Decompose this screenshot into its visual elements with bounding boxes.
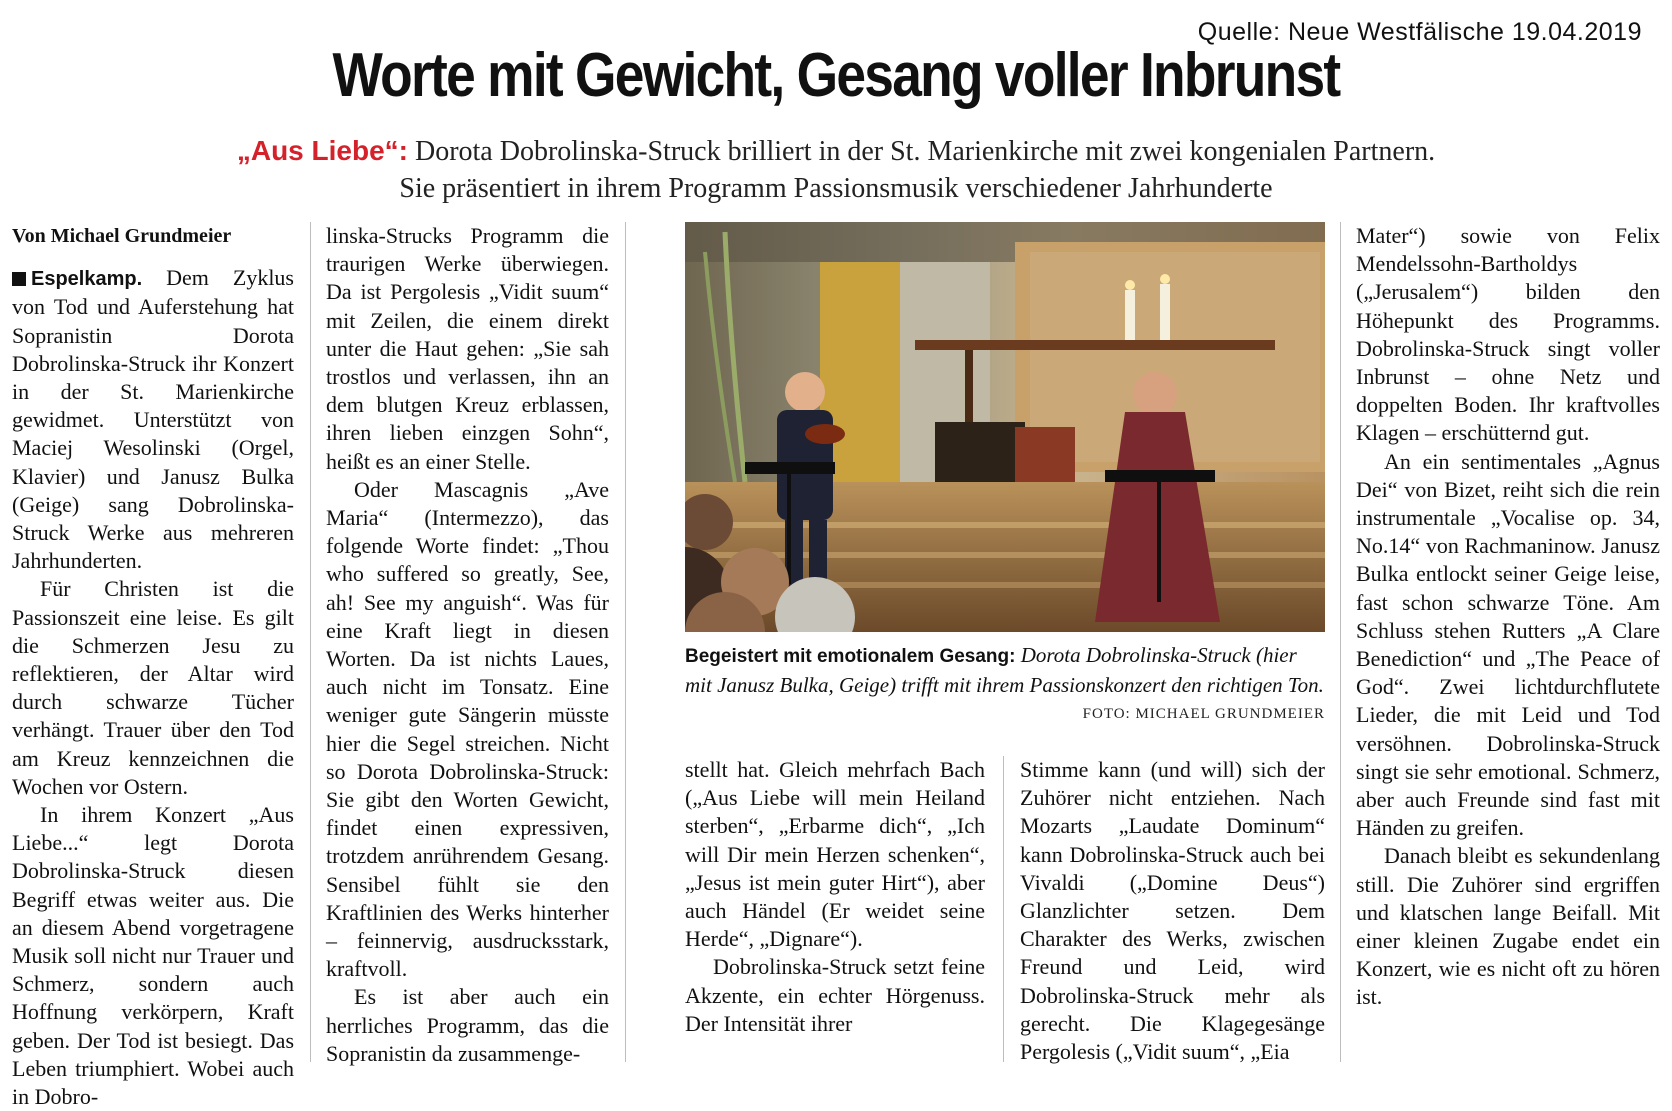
- subhead-line-1: [0, 132, 1672, 170]
- article-column-4: [1020, 756, 1325, 1066]
- article-column-2: [326, 222, 609, 1068]
- paragraph: Oder Mascagnis „Ave Maria“ (Intermezzo), das folgende Worte findet: „Thou who suffered so greatly, See, ah! See my anguish“. Was für eine Kraft liegt in diesen Worten. Da ist nichts Laues, auch nicht im Tonsatz. Eine weniger gute Sängerin müsste hier die Segel streichen. Nicht so Dorota Dobrolinska-Struck: Sie gibt den Worten Gewicht, findet einen expressiven, trotzdem anrührendem Gesang. Sensibel fühlt sie den Kraftlinien des Werks hinterher – feinnervig, ausdrucksstark, kraftvoll.: [326, 476, 609, 982]
- headline: Worte mit Gewicht, Gesang voller Inbrunst: [332, 41, 1340, 110]
- caption-text: Dorota Dobrolinska-Struck (hier mit Janusz Bulka, Geige) trifft mit ihrem Passionskonzert den richtigen Ton.: [685, 643, 1324, 697]
- subheadline: [0, 132, 1672, 207]
- subhead-kicker: „Aus Liebe“:: [236, 135, 408, 166]
- source-line: Quelle: Neue Westfälische 19.04.2019: [1197, 18, 1642, 46]
- paragraph: Danach bleibt es sekundenlang still. Die Zuhörer sind ergriffen und klatschen lange Beifall. Mit einer kleinen Zugabe endet ein Konzert, wie es nicht oft zu hören ist.: [1356, 843, 1660, 1010]
- subhead-text-1: Dorota Dobrolinska-Struck brilliert in der St. Marienkirche mit zwei kongenialen Partnern.: [407, 136, 1436, 167]
- caption-lead: Begeistert mit emotionalem Gesang:: [685, 646, 1016, 667]
- concert-photo: [685, 222, 1325, 632]
- paragraph: Mater“) sowie von Felix Mendelssohn-Bartholdys („Jerusalem“) bilden den Höhepunkt des Programms. Dobrolinska-Struck singt voller Inbrunst – ohne Netz und doppelten Boden. Ihr kraftvolles Klagen – erschütternd gut.: [1356, 223, 1660, 446]
- paragraph: An ein sentimentales „Agnus Dei“ von Bizet, reiht sich die rein instrumentale „Vocalise op. 34, No.14“ von Rachmaninow. Janusz Bulka entlockt seiner Geige leise, fast schon schwarze Töne. Am Schluss stehen Rutters „A Clare Benediction“ und „The Peace of God“. Zwei lichtdurchflutete Lieder, die mit Leid und Tod versöhnen. Dobrolinska-Struck singt sie sehr emotional. Schmerz, aber auch Freunde sind fast mit Händen zu greifen.: [1356, 448, 1660, 841]
- paragraph-text: Dem Zyklus von Tod und Auferstehung hat Sopranistin Dorota Dobrolinska-Struck ihr Konzert in der St. Marienkirche gewidmet. Unterstützt von Maciej Wesolinski (Orgel, Klavier) und Janusz Bulka (Geige) sang Dobrolinska-Struck Werke aus mehreren Jahrhunderten.: [12, 265, 294, 574]
- paragraph: stellt hat. Gleich mehrfach Bach („Aus Liebe will mein Heiland sterben“, „Erbarme dich“, „Ich will Dir mein Herzen schenken“, „Jesus ist mein guter Hirt“), aber auch Händel (Er weidet seine Herde“, „Dignare“).: [685, 757, 985, 952]
- paragraph: Es ist aber auch ein herrliches Programm, das die Sopranistin da zusammenge-: [326, 984, 609, 1066]
- paragraph: Stimme kann (und will) sich der Zuhörer nicht entziehen. Nach Mozarts „Laudate Dominum“ kann Dobrolinska-Struck auch bei Vivaldi („Domine Deus“) Glanzlichter setzen. Dem Charakter des Werks, zwischen Freund und Leid, wird Dobrolinska-Struck mehr als gerecht. Die Klagegesänge Pergolesis („Vidit suum“, „Eia: [1020, 757, 1325, 1065]
- article-column-5: [1356, 222, 1660, 1012]
- article-column-1: [12, 222, 294, 1111]
- dateline-square-icon: [12, 272, 26, 286]
- paragraph: Dobrolinska-Struck setzt feine Akzente, ein echter Hörgenuss. Der Intensität ihrer: [685, 954, 985, 1036]
- concert-photo-illustration: [685, 222, 1325, 632]
- photo-credit: FOTO: MICHAEL GRUNDMEIER: [1082, 706, 1325, 722]
- subhead-line-2: Sie präsentiert in ihrem Programm Passionsmusik verschiedener Jahrhunderte: [399, 173, 1273, 204]
- column-divider: [625, 222, 626, 1062]
- byline: Von Michael Grundmeier: [12, 225, 232, 247]
- column-divider: [310, 222, 311, 1062]
- paragraph: Für Christen ist die Passionszeit eine leise. Es gilt die Schmerzen Jesu zu reflektieren, der Altar wird durch schwarze Tücher verhängt. Trauer über den Tod am Kreuz kennzeichnen die Wochen vor Ostern.: [12, 576, 294, 799]
- photo-caption: [685, 641, 1325, 699]
- column-divider: [1003, 756, 1004, 1062]
- article-column-3: [685, 756, 985, 1038]
- paragraph: In ihrem Konzert „Aus Liebe...“ legt Dorota Dobrolinska-Struck diesen Begriff etwas weiter aus. Die an diesem Abend vorgetragene Musik soll nicht nur Trauer und Schmerz, sondern auch Hoffnung verkörpern, Kraft geben. Der Tod ist besiegt. Das Leben triumphiert. Wobei auch in Dobro-: [12, 802, 294, 1110]
- paragraph: [12, 264, 294, 575]
- column-divider: [1340, 222, 1341, 1062]
- paragraph: linska-Strucks Programm die traurigen Werke überwiegen. Da ist Pergolesis „Vidit suum“ mit Zeilen, die einem direkt unter die Haut gehen: „Sie sah trostlos und verlassen, ihn an dem blutgen Kreuz erblassen, ihren lieben einzgen Sohn“, heißt es an einer Stelle.: [326, 223, 609, 474]
- dateline-place: Espelkamp.: [31, 268, 143, 291]
